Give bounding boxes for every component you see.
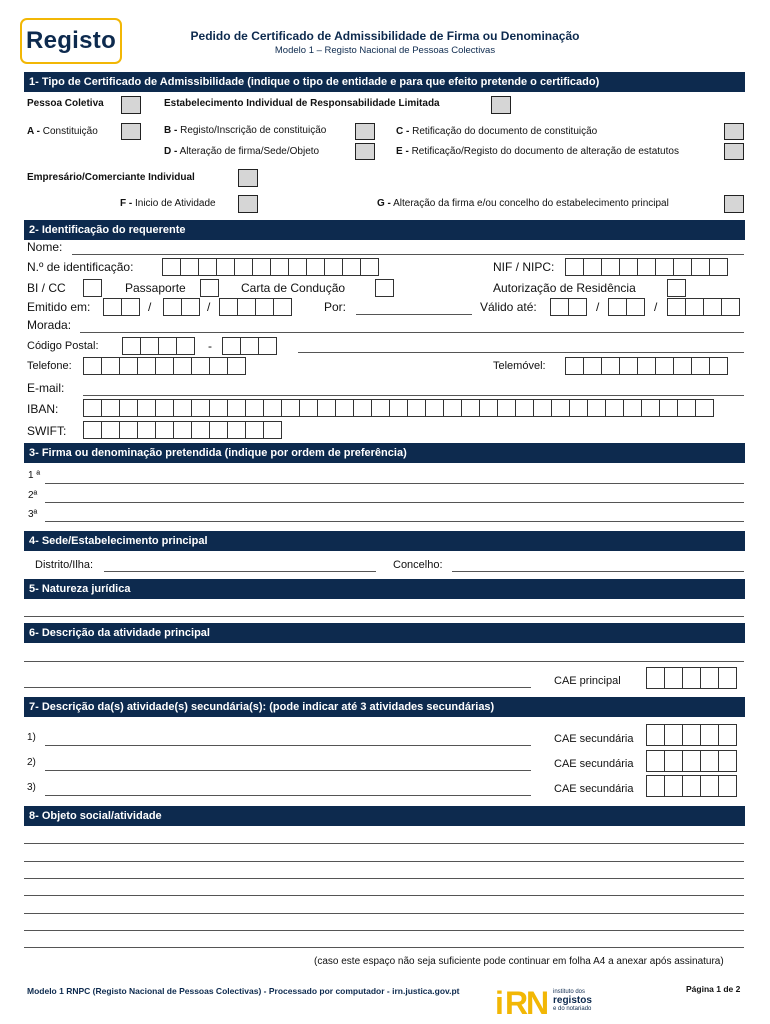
preference-3-label: 3ª [28,509,38,520]
nome-label: Nome: [27,240,63,254]
iban-cells[interactable] [83,399,713,417]
irn-line-1: instituto dos [553,989,586,995]
footer-text: Modelo 1 RNPC (Registo Nacional de Pessoas Colectivas) - Processado por computador - irn.justica.gov.pt [27,986,460,996]
option-c: C - Retificação do documento de constituição [396,126,598,137]
objeto-line-5[interactable] [24,913,744,914]
objeto-line-4[interactable] [24,895,744,896]
por-field[interactable] [356,314,472,315]
option-f-checkbox[interactable] [238,195,258,213]
nif-label: NIF / NIPC: [493,260,555,274]
option-f: F - Inicio de Atividade [120,198,216,209]
option-e: E - Retificação/Registo do documento de alteração de estatutos [396,146,679,157]
cae-secundaria-2-cells[interactable] [646,750,736,772]
carta-checkbox[interactable] [375,279,393,297]
por-label: Por: [324,300,347,314]
cae-secundaria-1-cells[interactable] [646,724,736,746]
cae-principal-cells[interactable] [646,667,736,689]
preference-1-label: 1 ª [28,470,41,481]
passaporte-checkbox[interactable] [200,279,218,297]
telefone-label: Telefone: [27,360,72,372]
option-b: B - Registo/Inscrição de constituição [164,125,327,136]
distrito-label: Distrito/Ilha: [35,559,94,571]
preference-3-field[interactable] [45,521,744,522]
emitido-label: Emitido em: [27,300,91,314]
secundaria-1-field[interactable] [45,745,531,746]
secundaria-2-label: 2) [27,757,36,768]
telefone-cells[interactable] [83,357,245,375]
n-identificacao-label: N.º de identificação: [27,260,134,274]
secundaria-2-field[interactable] [45,770,531,771]
irn-line-2: registos [553,995,592,1006]
telemovel-label: Telemóvel: [493,360,546,372]
preference-2-field[interactable] [45,502,744,503]
page-title: Pedido de Certificado de Admissibilidade de Firma ou Denominação [190,29,580,43]
telemovel-cells[interactable] [565,357,727,375]
irn-logo-glyph-i: i [495,985,504,1018]
section-8-heading: 8- Objeto social/atividade [24,806,745,826]
codigo-postal-label: Código Postal: [27,340,99,352]
option-d: D - Alteração de firma/Sede/Objeto [164,146,320,157]
valido-day[interactable] [550,298,586,316]
empresario-checkbox[interactable] [238,169,258,187]
preference-2-label: 2ª [28,490,38,501]
option-d-checkbox[interactable] [355,143,375,160]
secundaria-3-field[interactable] [45,795,531,796]
morada-field[interactable] [80,332,744,333]
emitido-month[interactable] [163,298,199,316]
codigo-postal-cells-1[interactable] [122,337,194,355]
irn-line-3: e do notariado [553,1006,592,1012]
nif-cells[interactable] [565,258,727,276]
objeto-line-1[interactable] [24,843,744,844]
distrito-field[interactable] [104,571,376,572]
page-subtitle: Modelo 1 – Registo Nacional de Pessoas Colectivas [274,45,496,56]
pessoa-coletiva-checkbox[interactable] [121,96,141,114]
logo-text: Registo [25,27,117,54]
autorizacao-label: Autorização de Residência [493,281,636,295]
section-2-heading: 2- Identificação do requerente [24,220,745,240]
codigo-postal-cells-2[interactable] [222,337,276,355]
cae-secundaria-1-label: CAE secundária [554,733,634,745]
codigo-postal-dash: - [208,339,212,353]
natureza-field[interactable] [24,616,744,617]
option-a-checkbox[interactable] [121,123,141,140]
page-number: Página 1 de 2 [686,984,741,994]
emitido-year[interactable] [219,298,291,316]
cae-principal-label: CAE principal [554,675,621,687]
section-5-heading: 5- Natureza jurídica [24,579,745,599]
iban-label: IBAN: [27,402,59,416]
option-e-checkbox[interactable] [724,143,744,160]
valido-label: Válido até: [480,300,537,314]
section-7-heading: 7- Descrição da(s) atividade(s) secundária(s): (pode indicar até 3 atividades secundárias) [24,697,745,717]
objeto-line-2[interactable] [24,861,744,862]
continuation-note: (caso este espaço não seja suficiente pode continuar em folha A4 a anexar após assinatura) [314,956,724,967]
valido-month[interactable] [608,298,644,316]
irn-logo [495,982,605,1018]
email-field[interactable] [83,395,744,396]
concelho-label: Concelho: [393,559,443,571]
objeto-line-7[interactable] [24,947,744,948]
option-b-checkbox[interactable] [355,123,375,140]
section-6-heading: 6- Descrição da atividade principal [24,623,745,643]
swift-cells[interactable] [83,421,281,439]
autorizacao-checkbox[interactable] [667,279,685,297]
section-4-heading: 4- Sede/Estabelecimento principal [24,531,745,551]
cae-secundaria-3-label: CAE secundária [554,783,634,795]
option-g: G - Alteração da firma e/ou concelho do estabelecimento principal [377,198,669,209]
localidade-field[interactable] [298,352,744,353]
emitido-slash-2: / [207,300,211,314]
carta-label: Carta de Condução [241,281,346,295]
emitido-day[interactable] [103,298,139,316]
bi-cc-checkbox[interactable] [83,279,101,297]
option-a: A - Constituição [27,126,98,137]
objeto-line-3[interactable] [24,878,744,879]
empresario-label: Empresário/Comerciante Individual [27,172,195,183]
atividade-principal-line-2[interactable] [24,687,531,688]
n-identificacao-cells[interactable] [162,258,378,276]
preference-1-field[interactable] [45,483,744,484]
option-g-checkbox[interactable] [724,195,744,213]
valido-year[interactable] [667,298,739,316]
valido-slash-1: / [596,300,600,314]
option-c-checkbox[interactable] [724,123,744,140]
bi-cc-label: BI / CC [27,281,66,295]
objeto-line-6[interactable] [24,930,744,931]
estabelecimento-checkbox[interactable] [491,96,511,114]
emitido-slash-1: / [148,300,152,314]
passaporte-label: Passaporte [125,281,186,295]
irn-logo-glyph-r: R [505,985,529,1018]
cae-secundaria-2-label: CAE secundária [554,758,634,770]
morada-label: Morada: [27,318,72,332]
secundaria-3-label: 3) [27,782,36,793]
section-1-heading: 1- Tipo de Certificado de Admissibilidade (indique o tipo de entidade e para que efeito pretende o certificado) [24,72,745,92]
cae-secundaria-3-cells[interactable] [646,775,736,797]
swift-label: SWIFT: [27,424,67,438]
email-label: E-mail: [27,381,65,395]
pessoa-coletiva-label: Pessoa Coletiva [27,98,104,109]
section-3-heading: 3- Firma ou denominação pretendida (indique por ordem de preferência) [24,443,745,463]
atividade-principal-line-1[interactable] [24,661,744,662]
secundaria-1-label: 1) [27,732,36,743]
nome-field[interactable] [72,254,744,255]
estabelecimento-label: Estabelecimento Individual de Responsabilidade Limitada [164,98,440,109]
concelho-field[interactable] [452,571,744,572]
valido-slash-2: / [654,300,658,314]
irn-logo-glyph-n: N [526,985,550,1018]
